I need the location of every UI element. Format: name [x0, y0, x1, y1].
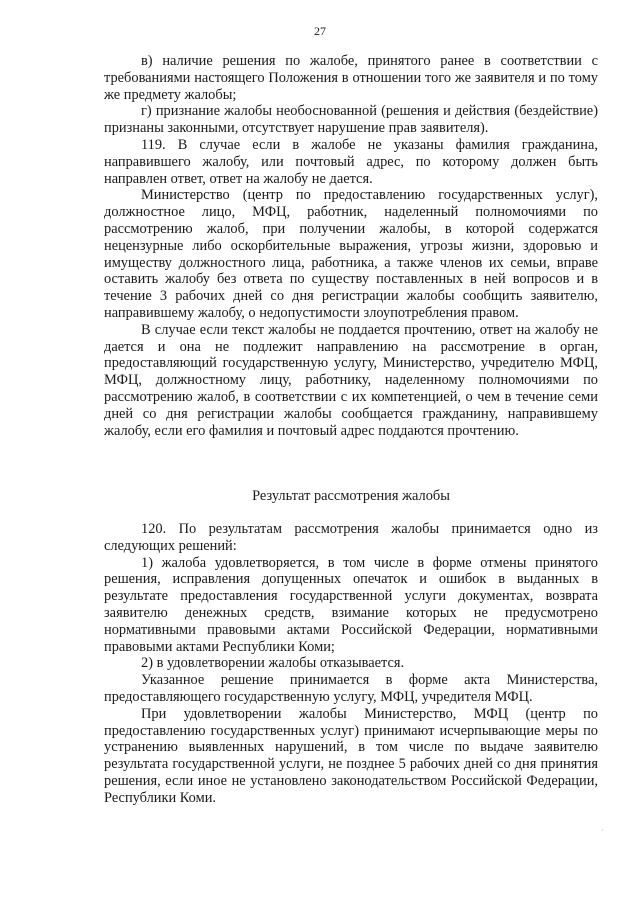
section-heading: Результат рассмотрения жалобы [252, 488, 450, 504]
scan-mark: · [601, 826, 604, 835]
paragraph-decision-form: Указанное решение принимается в форме акта Министерства, предоставляющего государственную услугу, МФЦ, учредителя МФЦ. [104, 672, 598, 705]
page-number: 27 [314, 24, 326, 38]
paragraph-decision-1: 1) жалоба удовлетворяется, в том числе в форме отмены принятого решения, исправления допущенных опечаток и ошибок в выданных в результате предоставления государственной услуги документах, возврата заявителю денежных средств, взимание которых не предусмотрено нормативными правовыми актами Российской Федерации, нормативными правовыми актами Республики Коми; [104, 554, 598, 655]
paragraph-120: 120. По результатам рассмотрения жалобы принимается одно из следующих решений: [104, 521, 598, 554]
body-text-bottom [104, 521, 598, 807]
paragraph-item-v: в) наличие решения по жалобе, принятого ранее в соответствии с требованиями настоящего Положения в отношении того же заявителя и по тому же предмету жалобы; [104, 53, 598, 103]
paragraph-ministry-abusive-complaint: Министерство (центр по предоставлению государственных услуг), должностное лицо, МФЦ, работник, наделенный полномочиями по рассмотрению жалоб, при получении жалобы, в которой содержатся нецензурные либо оскорбительные выражения, угрозы жизни, здоровью и имуществу должностного лица, работника, а также членов их семьи, вправе оставить жалобу без ответа по существу поставленных в ней вопросов и в течение 3 рабочих дней со дня регистрации жалобы сообщить заявителю, направившему жалобу, о недопустимости злоупотребления правом. [104, 187, 598, 321]
paragraph-item-g: г) признание жалобы необоснованной (решения и действия (бездействие) признаны законными, отсутствует нарушение прав заявителя). [104, 103, 598, 137]
paragraph-satisfaction-measures: При удовлетворении жалобы Министерство, МФЦ (центр по предоставлению государственных услуг) принимают исчерпывающие меры по устранению выявленных нарушений, в том числе по выдаче заявителю результата государственной услуги, не позднее 5 рабочих дней со дня принятия решения, если иное не установлено законодательством Российской Федерации, Республики Коми. [104, 705, 598, 806]
paragraph-decision-2: 2) в удовлетворении жалобы отказывается. [141, 655, 405, 672]
body-text-top [104, 53, 598, 439]
paragraph-119: 119. В случае если в жалобе не указаны фамилия гражданина, направившего жалобу, или почтовый адрес, по которому должен быть направлен ответ, ответ на жалобу не дается. [104, 136, 598, 187]
paragraph-unreadable-complaint: В случае если текст жалобы не поддается прочтению, ответ на жалобу не дается и она не подлежит направлению на рассмотрение в орган, предоставляющий государственную услугу, Министерство, учредителю МФЦ, МФЦ, должностному лицу, работнику, наделенному полномочиями по рассмотрению жалоб, в соответствии с их компетенцией, о чем в течение семи дней со дня регистрации жалобы сообщается гражданину, направившему жалобу, если его фамилия и почтовый адрес поддаются прочтению. [104, 321, 598, 439]
